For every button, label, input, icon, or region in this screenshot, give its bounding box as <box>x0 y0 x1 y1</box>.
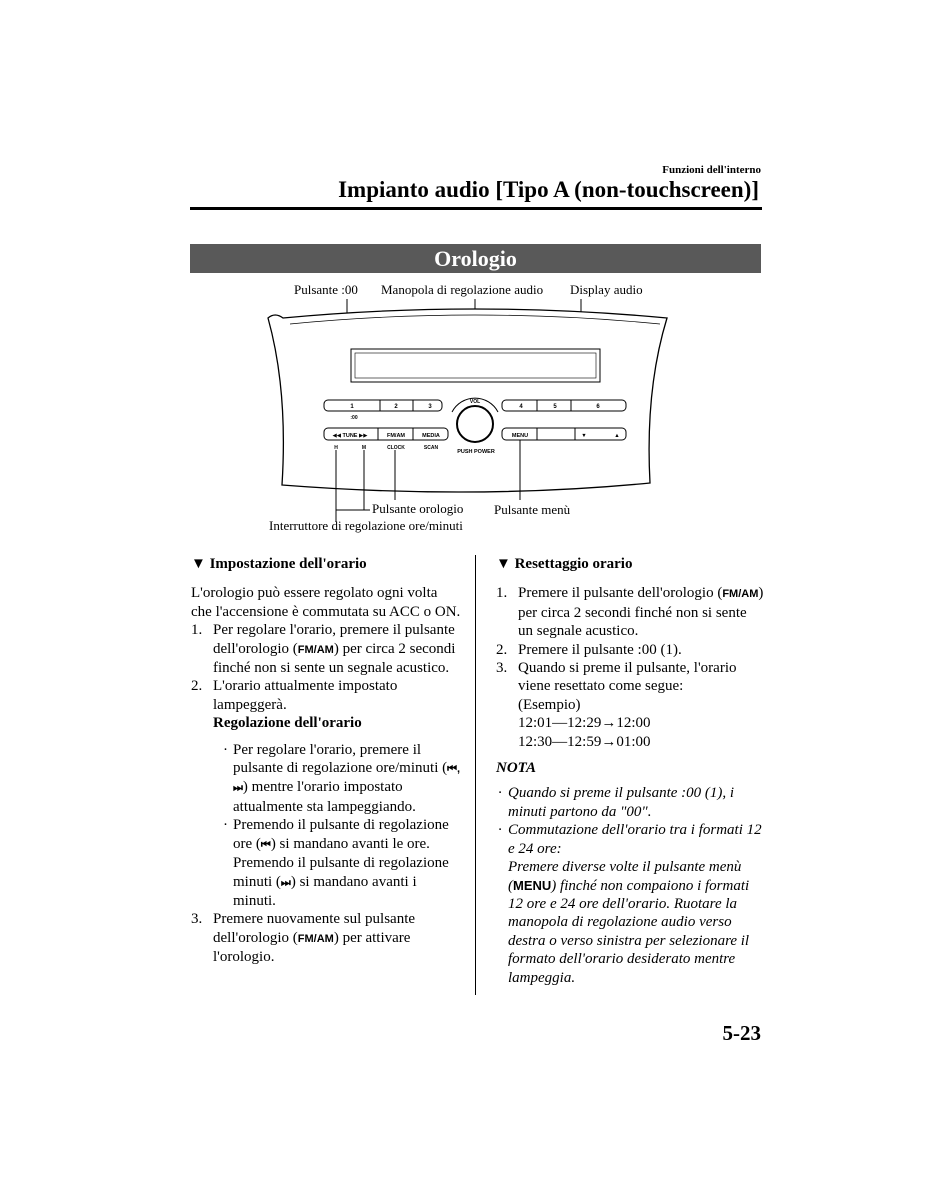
right-heading: ▼ Resettaggio orario <box>496 556 633 572</box>
bullet-dot: · <box>498 822 502 839</box>
panel-btn-1-sub: :00 <box>350 415 358 421</box>
panel-media: MEDIA <box>422 433 440 439</box>
panel-arrow-up: ▲ <box>614 433 620 439</box>
bullet-item <box>221 741 461 817</box>
panel-btn-1: 1 <box>350 404 354 410</box>
bullet-dot: · <box>223 817 228 834</box>
section-banner: Orologio <box>190 244 761 273</box>
panel-h: H <box>334 445 338 451</box>
bullet-dot: · <box>498 785 502 802</box>
bullet-text: ) si mandano avanti le ore. Premendo il pulsante di regolazione minuti ( <box>233 835 449 890</box>
list-item <box>191 910 461 966</box>
callout-btn00: Pulsante :00 <box>294 282 358 297</box>
note-text: Premere diverse volte il pulsante menù ( <box>508 859 742 894</box>
left-intro: L'orologio può essere regolato ogni volta che l'accensione è commutata su ACC o ON. <box>191 585 461 620</box>
list-number: 2. <box>191 678 203 695</box>
list-item <box>496 641 764 659</box>
callout-display: Display audio <box>570 282 643 297</box>
step-text: ) per circa 2 secondi finché non si sente un segnale acustico. <box>213 640 456 677</box>
bullet-text: ) mentre l'orario impostato attualmente sta lampeggiando. <box>233 779 416 815</box>
note-item <box>496 784 764 821</box>
right-column <box>496 555 764 987</box>
example-line: 12:30—12:59→01:00 <box>518 733 651 750</box>
note-item <box>496 821 764 987</box>
panel-tune: ◀◀ TUNE ▶▶ <box>332 433 368 439</box>
step-text: ) per circa 2 secondi finché non si sente un segnale acustico. <box>518 585 764 640</box>
bullet-text: Premendo il pulsante di regolazione ore ( <box>233 817 449 852</box>
bullet-dot: · <box>223 741 228 758</box>
panel-menu: MENU <box>511 433 529 439</box>
list-item <box>191 621 461 677</box>
step-text: Premere nuovamente sul pulsante dell'orologio ( <box>213 911 416 946</box>
list-number: 3. <box>496 660 508 677</box>
callout-knob: Manopola di regolazione audio <box>381 282 544 297</box>
step-text: Premere il pulsante dell'orologio ( <box>518 585 723 602</box>
list-number: 1. <box>496 585 508 602</box>
panel-btn-3: 3 <box>428 404 432 410</box>
left-column <box>191 555 461 967</box>
column-divider <box>475 555 476 995</box>
list-item <box>191 677 461 910</box>
skip-forward-icon: ⏭ <box>280 876 291 889</box>
list-number: 2. <box>496 641 508 658</box>
callout-menu: Pulsante menù <box>494 502 571 517</box>
bullet-item <box>221 816 461 910</box>
section-kicker: Funzioni dell'interno <box>662 164 761 176</box>
example-label: (Esempio) <box>518 696 581 713</box>
step-text: ) per attivare l'orologio. <box>213 929 411 966</box>
nota-title: NOTA <box>496 760 537 777</box>
panel-m: M <box>361 445 367 451</box>
bullet-text: Per regolare l'orario, premere il pulsante di regolazione ore/minuti ( <box>233 741 448 777</box>
panel-arrow-down: ▼ <box>581 433 587 439</box>
left-heading: ▼ Impostazione dell'orario <box>191 556 367 572</box>
step-text: Per regolare l'orario, premere il pulsante dell'orologio ( <box>213 622 455 657</box>
fmam-button-label: FM/AM <box>297 932 334 945</box>
step-text: Quando si preme il pulsante, l'orario viene resettato come segue: <box>518 660 737 695</box>
bullet-text: ) si mandano avanti i minuti. <box>233 873 417 909</box>
list-number: 1. <box>191 622 203 639</box>
panel-fmam: FM/AM <box>386 433 406 439</box>
example-line: 12:01—12:29→12:00 <box>518 715 651 732</box>
note-text: Quando si preme il pulsante :00 (1), i minuti partono da "00". <box>508 785 735 820</box>
page-number: 5-23 <box>722 1021 761 1045</box>
panel-btn-5: 5 <box>553 404 557 410</box>
menu-button-label: MENU <box>513 877 552 893</box>
panel-scan: SCAN <box>423 445 439 451</box>
panel-clock: CLOCK <box>387 445 405 451</box>
skip-back-icon: ⏮ <box>260 838 271 851</box>
list-item <box>496 584 764 640</box>
title-rule <box>190 207 762 210</box>
fmam-button-label: FM/AM <box>722 588 759 601</box>
panel-btn-4: 4 <box>519 404 523 410</box>
panel-btn-6: 6 <box>596 404 600 410</box>
panel-vol: VOL <box>469 399 481 405</box>
note-text: ) finché non compaiono i formati 12 ore e 24 ore dell'orario. Ruotare la manopola di regolazione audio verso destra o verso sinistra per selezionare il formato dell'orario desiderato mentre lampeggia. <box>508 877 750 986</box>
sub-heading: Regolazione dell'orario <box>213 715 362 732</box>
list-item <box>496 659 764 751</box>
list-number: 3. <box>191 911 203 928</box>
step-text: L'orario attualmente impostato lampeggerà. <box>213 678 398 713</box>
skip-buttons-icon: ⏮, ⏭ <box>233 763 461 795</box>
fmam-button-label: FM/AM <box>297 643 334 656</box>
note-text: Commutazione dell'orario tra i formati 12 e 24 ore: <box>508 822 762 857</box>
panel-btn-2: 2 <box>394 404 398 410</box>
page-title: Impianto audio [Tipo A (non-touchscreen)] <box>338 177 759 202</box>
audio-panel-illustration <box>190 282 670 522</box>
step-text: Premere il pulsante :00 (1). <box>518 641 682 658</box>
panel-push-power: PUSH POWER <box>457 449 495 455</box>
callout-clock: Pulsante orologio <box>372 501 464 516</box>
callout-hm: Interruttore di regolazione ore/minuti <box>269 518 463 533</box>
